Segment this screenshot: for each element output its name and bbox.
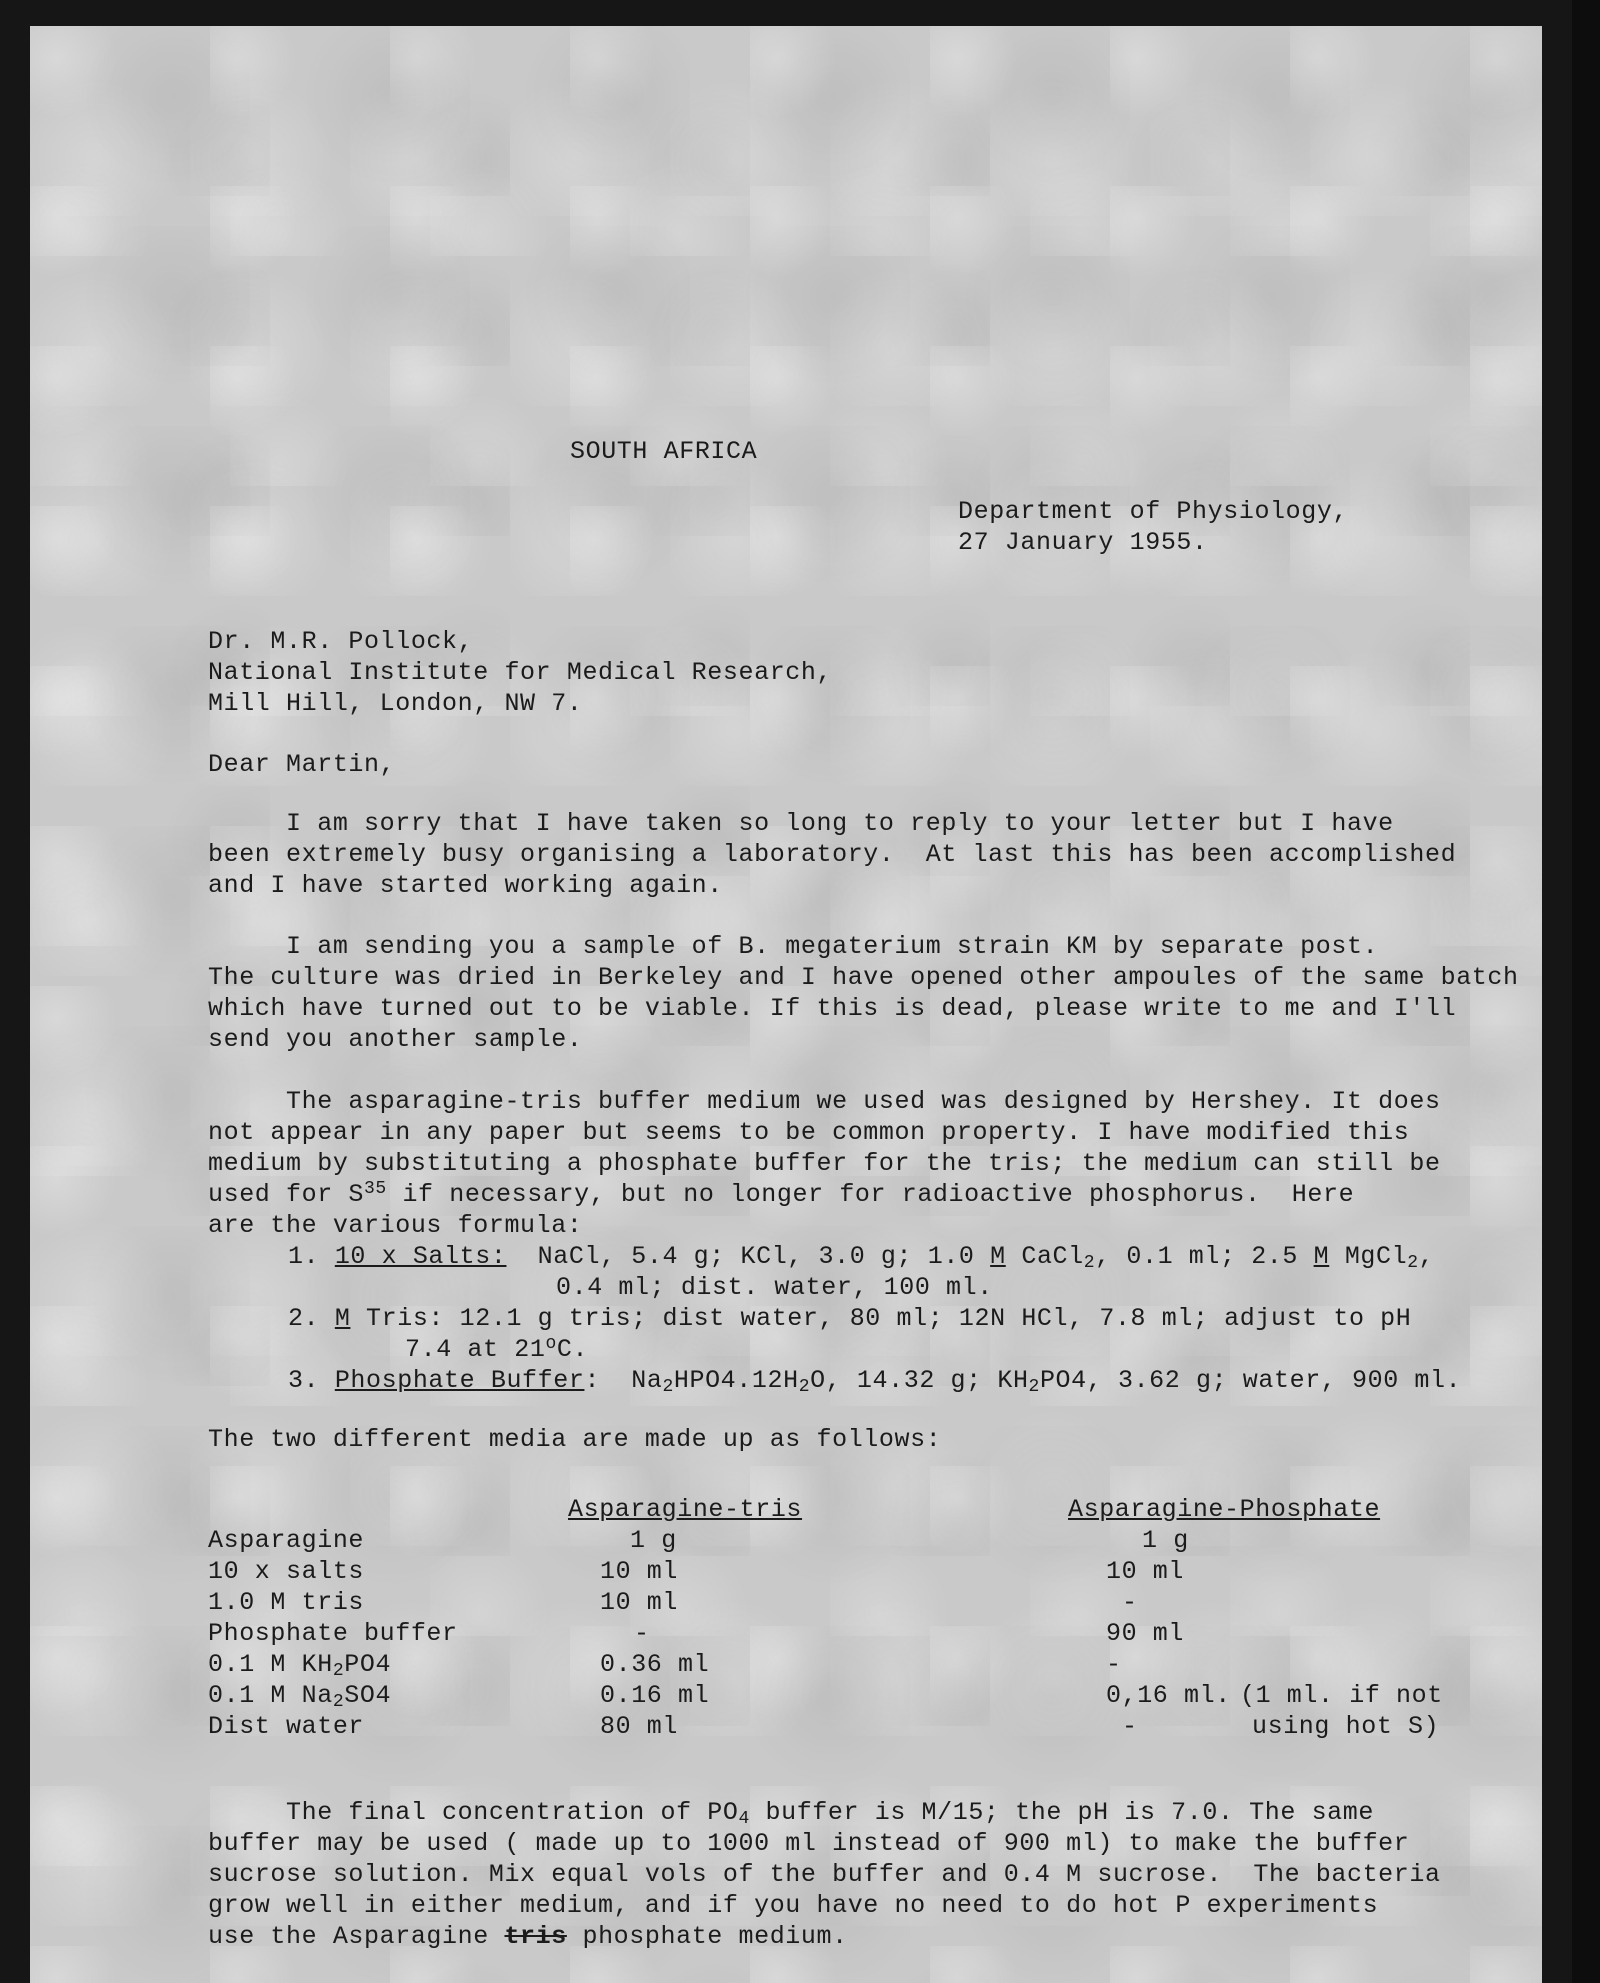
paragraph-4-line: grow well in either medium, and if you have no need to do hot P experiments bbox=[208, 1891, 1379, 1920]
recipient-address: Mill Hill, London, NW 7. bbox=[208, 689, 583, 718]
table-cell: 0.16 ml bbox=[600, 1681, 710, 1710]
paragraph-3-line: are the various formula: bbox=[208, 1211, 583, 1240]
table-cell: - bbox=[1122, 1588, 1138, 1617]
paragraph-3-line: The asparagine-tris buffer medium we used was designed by Hershey. It does bbox=[208, 1087, 1441, 1116]
paragraph-4-line: The final concentration of $PO_4$ buffer is M/15; the pH is 7.0. The same bbox=[208, 1798, 1374, 1829]
paragraph-1-line: and I have started working again. bbox=[208, 871, 723, 900]
table-cell: 1 g bbox=[1142, 1526, 1189, 1555]
table-cell: 0,16 ml. bbox=[1106, 1681, 1231, 1710]
formula-3: 3. Phosphate Buffer: $Na_2HPO4.12H_2O$, 14.32 g; $KH_2PO4$, 3.62 g; water, 900 ml. bbox=[288, 1366, 1462, 1397]
table-cell: 80 ml bbox=[600, 1712, 679, 1741]
paragraph-2-line: which have turned out to be viable. If this is dead, please write to me and I'll bbox=[208, 994, 1457, 1023]
formula-1: 1. 10 x Salts: NaCl, 5.4 g; KCl, 3.0 g; 1.0 M CaCl$_2$, 0.1 ml; 2.5 M MgCl$_2$, bbox=[288, 1242, 1435, 1273]
table-col-header-tris: Asparagine-tris bbox=[568, 1495, 803, 1524]
table-cell-note: (1 ml. if not bbox=[1240, 1681, 1443, 1710]
table-row-label: 1.0 M tris bbox=[208, 1588, 365, 1617]
table-row-label: 0.1 M $Na_2SO4$ bbox=[208, 1681, 392, 1712]
paragraph-3-line: medium by substituting a phosphate buffer for the tris; the medium can still be bbox=[208, 1149, 1441, 1178]
paragraph-1-line: I am sorry that I have taken so long to reply to your letter but I have bbox=[208, 809, 1394, 838]
table-row-label: Dist water bbox=[208, 1712, 365, 1741]
sender-department: Department of Physiology, bbox=[958, 497, 1349, 526]
table-cell: 10 ml bbox=[1106, 1557, 1185, 1586]
table-row-label: Asparagine bbox=[208, 1526, 365, 1555]
table-row-label: Phosphate buffer bbox=[208, 1619, 458, 1648]
table-row-label: 0.1 M $KH_2PO4$ bbox=[208, 1650, 392, 1681]
paragraph-4-line: sucrose solution. Mix equal vols of the buffer and 0.4 M sucrose. The bacteria bbox=[208, 1860, 1441, 1889]
letter-heading: SOUTH AFRICA bbox=[570, 437, 758, 466]
paragraph-2-line: I am sending you a sample of B. megaterium strain KM by separate post. bbox=[208, 932, 1379, 961]
table-cell: 1 g bbox=[630, 1526, 677, 1555]
formula-2: 2. M Tris: 12.1 g tris; dist water, 80 ml; 12N HCl, 7.8 ml; adjust to pH bbox=[288, 1304, 1412, 1333]
table-col-header-phosphate: Asparagine-Phosphate bbox=[1068, 1495, 1381, 1524]
salutation: Dear Martin, bbox=[208, 750, 396, 779]
table-cell: - bbox=[1106, 1650, 1122, 1679]
table-cell-note: using hot S) bbox=[1252, 1712, 1440, 1741]
table-cell: - bbox=[634, 1619, 650, 1648]
letter-page bbox=[30, 26, 1542, 1983]
paragraph-3-line: not appear in any paper but seems to be common property. I have modified this bbox=[208, 1118, 1410, 1147]
struck-word: tris bbox=[504, 1922, 567, 1951]
recipient-name: Dr. M.R. Pollock, bbox=[208, 627, 474, 656]
letter-date: 27 January 1955. bbox=[958, 528, 1208, 557]
table-cell: 0.36 ml bbox=[600, 1650, 710, 1679]
formula-2-continued: 7.4 at 21$^o$C. bbox=[405, 1334, 589, 1364]
paragraph-3-line: used for $S^{35}$ if necessary, but no longer for radioactive phosphorus. Here bbox=[208, 1179, 1355, 1209]
paragraph-2-line: The culture was dried in Berkeley and I have opened other ampoules of the same batch bbox=[208, 963, 1519, 992]
scan-background-edge bbox=[1572, 0, 1600, 1983]
table-cell: - bbox=[1122, 1712, 1138, 1741]
table-cell: 10 ml bbox=[600, 1588, 679, 1617]
paragraph-1-line: been extremely busy organising a laboratory. At last this has been accomplished bbox=[208, 840, 1457, 869]
media-intro: The two different media are made up as follows: bbox=[208, 1425, 942, 1454]
table-row-label: 10 x salts bbox=[208, 1557, 365, 1586]
paragraph-4-line: use the Asparagine tris phosphate medium. bbox=[208, 1922, 848, 1951]
formula-1-continued: 0.4 ml; dist. water, 100 ml. bbox=[556, 1273, 993, 1302]
paragraph-4-line: buffer may be used ( made up to 1000 ml instead of 900 ml) to make the buffer bbox=[208, 1829, 1410, 1858]
paragraph-2-line: send you another sample. bbox=[208, 1025, 583, 1054]
table-cell: 90 ml bbox=[1106, 1619, 1185, 1648]
table-cell: 10 ml bbox=[600, 1557, 679, 1586]
recipient-institute: National Institute for Medical Research, bbox=[208, 658, 833, 687]
